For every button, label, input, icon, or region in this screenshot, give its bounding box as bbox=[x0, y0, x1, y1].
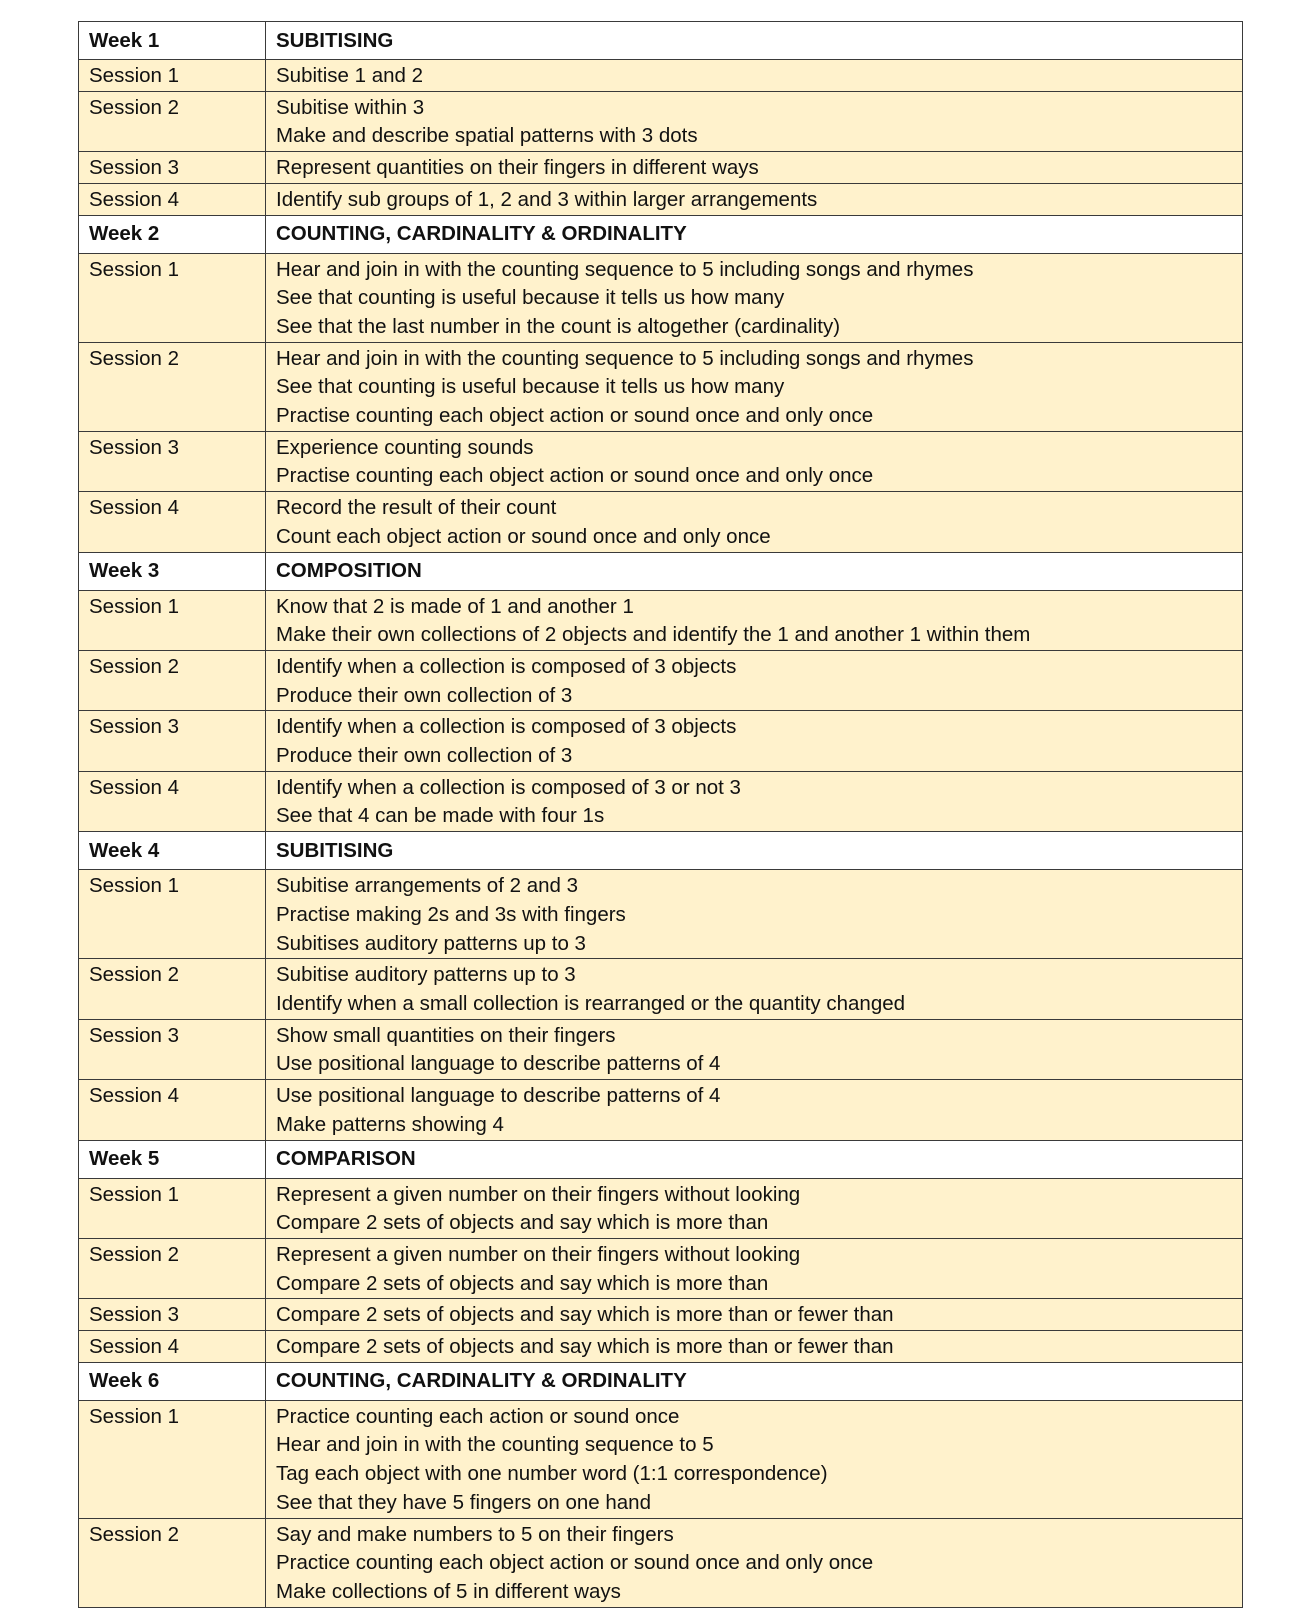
session-objectives bbox=[266, 590, 1243, 650]
session-label: Session 2 bbox=[79, 959, 266, 1019]
objective-line: Tag each object with one number word (1:1 correspondence) bbox=[276, 1462, 828, 1486]
week-label: Week 6 bbox=[79, 1362, 266, 1400]
session-label: Session 1 bbox=[79, 60, 266, 92]
session-row bbox=[79, 650, 1243, 710]
week-label: Week 3 bbox=[79, 552, 266, 590]
session-objectives bbox=[266, 152, 1243, 184]
session-row bbox=[79, 771, 1243, 831]
objective-line: Identify when a small collection is rearranged or the quantity changed bbox=[276, 991, 906, 1015]
objective-line: See that the last number in the count is altogether (cardinality) bbox=[276, 314, 841, 338]
session-label: Session 3 bbox=[79, 152, 266, 184]
session-row bbox=[79, 870, 1243, 959]
session-row bbox=[79, 1400, 1243, 1518]
week-header-row bbox=[79, 215, 1243, 253]
objective-line: Know that 2 is made of 1 and another 1 bbox=[276, 594, 634, 618]
week-topic: COMPARISON bbox=[266, 1140, 1243, 1178]
objective-line: Hear and join in with the counting sequence to 5 bbox=[276, 1433, 714, 1457]
session-row bbox=[79, 1331, 1243, 1363]
session-label: Session 4 bbox=[79, 492, 266, 552]
objective-line: Say and make numbers to 5 on their fingers bbox=[276, 1522, 674, 1546]
session-objectives bbox=[266, 959, 1243, 1019]
session-label: Session 2 bbox=[79, 1238, 266, 1298]
objective-line: Identify when a collection is composed of 3 or not 3 bbox=[276, 775, 741, 799]
session-label: Session 4 bbox=[79, 1331, 266, 1363]
session-objectives bbox=[266, 1400, 1243, 1518]
objective-line: Subitise auditory patterns up to 3 bbox=[276, 963, 576, 987]
session-objectives bbox=[266, 1518, 1243, 1607]
objective-line: Produce their own collection of 3 bbox=[276, 744, 573, 768]
session-label: Session 3 bbox=[79, 1299, 266, 1331]
session-row bbox=[79, 1080, 1243, 1140]
session-label: Session 1 bbox=[79, 253, 266, 342]
objective-line: Identify when a collection is composed of 3 objects bbox=[276, 715, 737, 739]
session-row bbox=[79, 1019, 1243, 1079]
session-objectives bbox=[266, 1331, 1243, 1363]
objective-line: Record the result of their count bbox=[276, 496, 557, 520]
objective-line: Make their own collections of 2 objects and identify the 1 and another 1 within them bbox=[276, 623, 1031, 647]
session-objectives bbox=[266, 253, 1243, 342]
week-header-row bbox=[79, 832, 1243, 870]
objective-line: Make collections of 5 in different ways bbox=[276, 1579, 621, 1603]
session-row bbox=[79, 91, 1243, 151]
objective-line: Practise counting each object action or sound once and only once bbox=[276, 404, 874, 428]
session-label: Session 2 bbox=[79, 1518, 266, 1607]
objective-line: Hear and join in with the counting sequence to 5 including songs and rhymes bbox=[276, 257, 974, 281]
objective-line: Count each object action or sound once and only once bbox=[276, 524, 771, 548]
session-objectives bbox=[266, 1019, 1243, 1079]
table-body bbox=[79, 22, 1243, 1608]
session-row bbox=[79, 253, 1243, 342]
objective-line: Compare 2 sets of objects and say which is more than or fewer than bbox=[276, 1335, 894, 1359]
session-row bbox=[79, 183, 1243, 215]
objective-line: Experience counting sounds bbox=[276, 435, 534, 459]
session-label: Session 2 bbox=[79, 342, 266, 431]
objective-line: See that counting is useful because it tells us how many bbox=[276, 375, 785, 399]
scheme-of-work-table-wrapper bbox=[78, 21, 1242, 1608]
objective-line: Produce their own collection of 3 bbox=[276, 683, 573, 707]
session-label: Session 1 bbox=[79, 590, 266, 650]
session-objectives bbox=[266, 1080, 1243, 1140]
session-objectives bbox=[266, 60, 1243, 92]
session-objectives bbox=[266, 711, 1243, 771]
session-label: Session 1 bbox=[79, 1178, 266, 1238]
objective-line: Identify sub groups of 1, 2 and 3 within larger arrangements bbox=[276, 187, 818, 211]
objective-line: Practise making 2s and 3s with fingers bbox=[276, 902, 626, 926]
week-label: Week 1 bbox=[79, 22, 266, 60]
session-row bbox=[79, 1238, 1243, 1298]
objective-line: See that 4 can be made with four 1s bbox=[276, 804, 605, 828]
session-objectives bbox=[266, 771, 1243, 831]
objective-line: Practice counting each action or sound once bbox=[276, 1404, 680, 1428]
session-label: Session 4 bbox=[79, 1080, 266, 1140]
objective-line: Practise counting each object action or sound once and only once bbox=[276, 464, 874, 488]
objective-line: Represent a given number on their fingers without looking bbox=[276, 1182, 801, 1206]
session-label: Session 2 bbox=[79, 650, 266, 710]
session-objectives bbox=[266, 183, 1243, 215]
week-topic: SUBITISING bbox=[266, 22, 1243, 60]
objective-line: Show small quantities on their fingers bbox=[276, 1023, 616, 1047]
objective-line: Hear and join in with the counting sequence to 5 including songs and rhymes bbox=[276, 346, 974, 370]
session-objectives bbox=[266, 870, 1243, 959]
objective-line: Subitises auditory patterns up to 3 bbox=[276, 931, 586, 955]
objective-line: Compare 2 sets of objects and say which is more than or fewer than bbox=[276, 1303, 894, 1327]
week-topic: SUBITISING bbox=[266, 832, 1243, 870]
objective-line: Practice counting each object action or sound once and only once bbox=[276, 1551, 874, 1575]
week-header-row bbox=[79, 1362, 1243, 1400]
objective-line: See that counting is useful because it tells us how many bbox=[276, 286, 785, 310]
session-row bbox=[79, 959, 1243, 1019]
session-objectives bbox=[266, 650, 1243, 710]
session-objectives bbox=[266, 1299, 1243, 1331]
objective-line: Use positional language to describe patterns of 4 bbox=[276, 1052, 721, 1076]
session-label: Session 1 bbox=[79, 1400, 266, 1518]
session-row bbox=[79, 1178, 1243, 1238]
week-header-row bbox=[79, 552, 1243, 590]
session-row bbox=[79, 431, 1243, 491]
week-topic: COUNTING, CARDINALITY & ORDINALITY bbox=[266, 215, 1243, 253]
session-objectives bbox=[266, 1238, 1243, 1298]
objective-line: Make and describe spatial patterns with 3 dots bbox=[276, 124, 698, 148]
week-topic: COUNTING, CARDINALITY & ORDINALITY bbox=[266, 1362, 1243, 1400]
session-row bbox=[79, 60, 1243, 92]
objective-line: Make patterns showing 4 bbox=[276, 1112, 504, 1136]
objective-line: Subitise arrangements of 2 and 3 bbox=[276, 874, 578, 898]
session-objectives bbox=[266, 492, 1243, 552]
session-label: Session 3 bbox=[79, 431, 266, 491]
session-row bbox=[79, 492, 1243, 552]
objective-line: Subitise 1 and 2 bbox=[276, 64, 424, 87]
session-row bbox=[79, 1518, 1243, 1607]
session-objectives bbox=[266, 431, 1243, 491]
objective-line: Compare 2 sets of objects and say which is more than bbox=[276, 1211, 769, 1235]
objective-line: See that they have 5 fingers on one hand bbox=[276, 1490, 651, 1514]
objective-line: Subitise within 3 bbox=[276, 95, 425, 119]
objective-line: Use positional language to describe patterns of 4 bbox=[276, 1084, 721, 1108]
session-label: Session 3 bbox=[79, 711, 266, 771]
week-topic: COMPOSITION bbox=[266, 552, 1243, 590]
scheme-of-work-table bbox=[78, 21, 1243, 1608]
session-row bbox=[79, 342, 1243, 431]
session-objectives bbox=[266, 91, 1243, 151]
session-label: Session 4 bbox=[79, 771, 266, 831]
session-objectives bbox=[266, 342, 1243, 431]
session-row bbox=[79, 711, 1243, 771]
objective-line: Compare 2 sets of objects and say which is more than bbox=[276, 1271, 769, 1295]
session-label: Session 3 bbox=[79, 1019, 266, 1079]
session-row bbox=[79, 1299, 1243, 1331]
session-label: Session 2 bbox=[79, 91, 266, 151]
objective-line: Represent a given number on their fingers without looking bbox=[276, 1242, 801, 1266]
session-row bbox=[79, 152, 1243, 184]
objective-line: Identify when a collection is composed of 3 objects bbox=[276, 654, 737, 678]
session-objectives bbox=[266, 1178, 1243, 1238]
session-row bbox=[79, 590, 1243, 650]
week-header-row bbox=[79, 22, 1243, 60]
week-header-row bbox=[79, 1140, 1243, 1178]
week-label: Week 4 bbox=[79, 832, 266, 870]
objective-line: Represent quantities on their fingers in different ways bbox=[276, 156, 759, 180]
week-label: Week 5 bbox=[79, 1140, 266, 1178]
session-label: Session 1 bbox=[79, 870, 266, 959]
session-label: Session 4 bbox=[79, 183, 266, 215]
week-label: Week 2 bbox=[79, 215, 266, 253]
